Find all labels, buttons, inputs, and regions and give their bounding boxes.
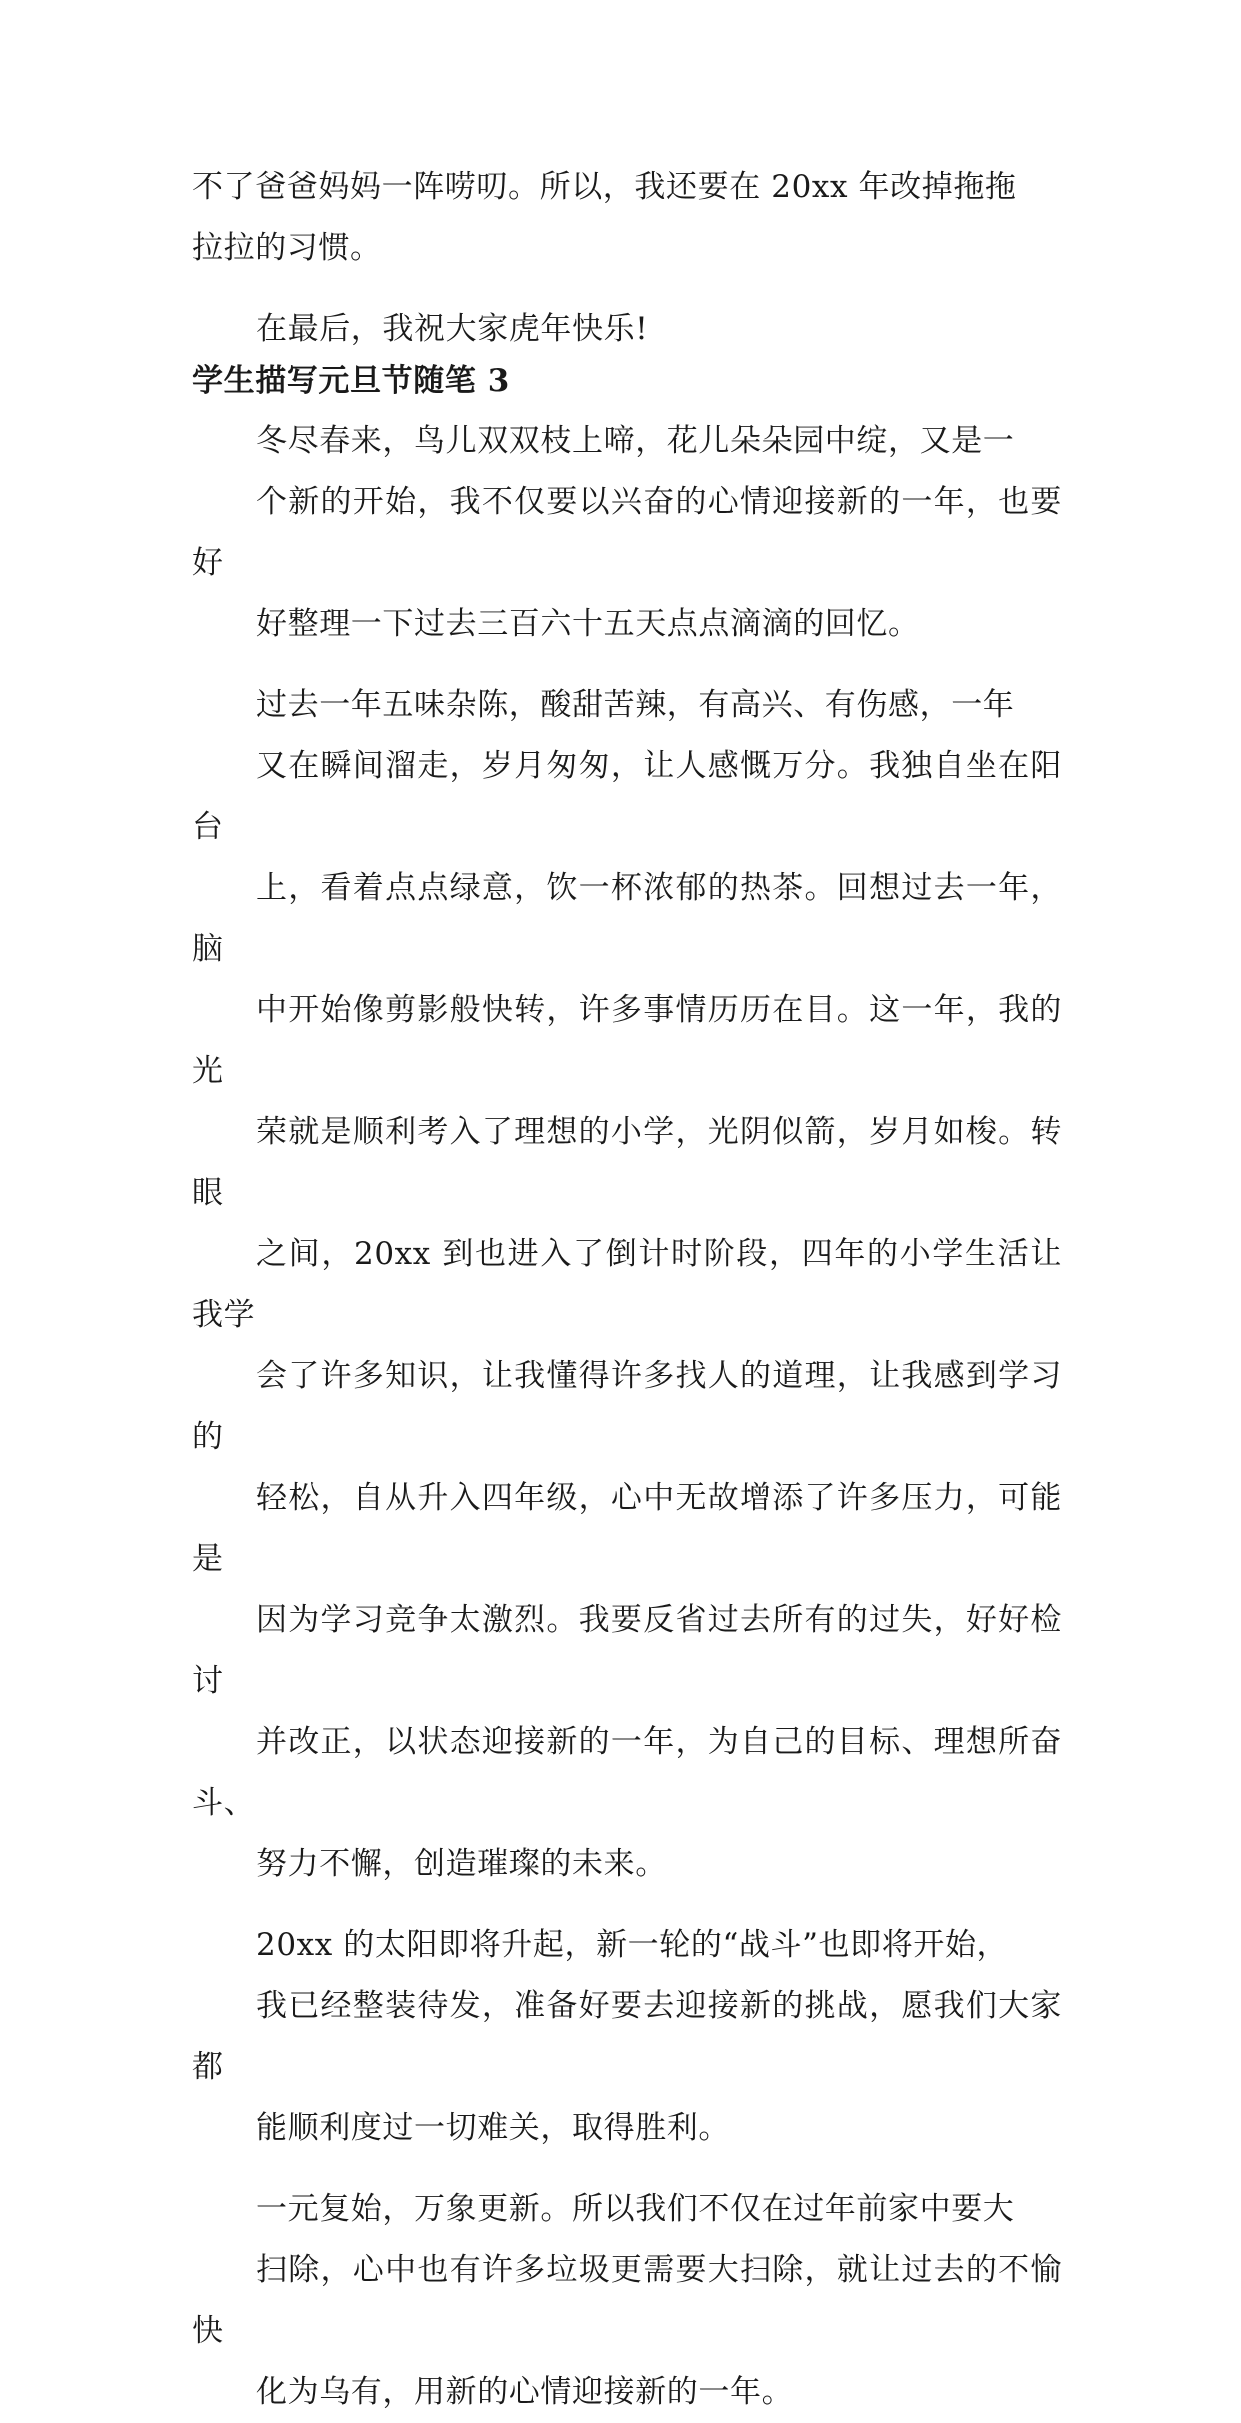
text-line: 拉拉的习惯。 — [192, 230, 382, 266]
text-line: 20xx 的太阳即将升起，新一轮的“战斗”也即将开始， — [256, 1927, 1009, 1963]
text-line: 努力不懈，创造璀璨的未来。 — [256, 1846, 667, 1882]
text-line: 冬尽春来，鸟儿双双枝上啼，花儿朵朵园中绽，又是一 — [256, 423, 1015, 459]
text-line: 荣就是顺利考入了理想的小学，光阴似箭，岁月如梭。转眼 — [192, 1114, 1062, 1211]
text-line: 过去一年五味杂陈，酸甜苦辣，有高兴、有伤感，一年 — [256, 687, 1015, 723]
paragraph-closing-wish — [192, 299, 1062, 360]
text-line: 会了许多知识，让我懂得许多找人的道理，让我感到学习的 — [192, 1358, 1062, 1455]
text-line: 中开始像剪影般快转，许多事情历历在目。这一年，我的光 — [192, 992, 1062, 1089]
paragraph-new-beginning — [192, 411, 1062, 655]
paragraph-new-challenge — [192, 1915, 1062, 2159]
text-line: 不了爸爸妈妈一阵唠叨。所以，我还要在 20xx 年改掉拖拖 — [192, 169, 1017, 205]
text-line: 个新的开始，我不仅要以兴奋的心情迎接新的一年，也要好 — [192, 484, 1062, 581]
document-body — [192, 157, 1062, 2423]
text-line: 一元复始，万象更新。所以我们不仅在过年前家中要大 — [256, 2191, 1015, 2227]
text-line: 在最后，我祝大家虎年快乐! — [256, 311, 649, 347]
text-line: 扫除，心中也有许多垃圾更需要大扫除，就让过去的不愉快 — [192, 2252, 1062, 2349]
section-title: 学生描写元旦节随笔 3 — [192, 363, 510, 399]
text-line: 又在瞬间溜走，岁月匆匆，让人感慨万分。我独自坐在阳台 — [192, 748, 1062, 845]
text-line: 化为乌有，用新的心情迎接新的一年。 — [256, 2374, 794, 2410]
text-line: 轻松，自从升入四年级，心中无故增添了许多压力，可能是 — [192, 1480, 1062, 1577]
paragraph-past-year — [192, 675, 1062, 1895]
text-line: 因为学习竞争太激烈。我要反省过去所有的过失，好好检讨 — [192, 1602, 1062, 1699]
paragraph-continuation — [192, 157, 1062, 279]
text-line: 好整理一下过去三百六十五天点点滴滴的回忆。 — [256, 606, 920, 642]
text-line: 上，看着点点绿意，饮一杯浓郁的热茶。回想过去一年，脑 — [192, 870, 1062, 967]
text-line: 我已经整装待发，准备好要去迎接新的挑战，愿我们大家都 — [192, 1988, 1062, 2085]
text-line: 之间，20xx 到也进入了倒计时阶段，四年的小学生活让我学 — [192, 1236, 1062, 1333]
text-line: 并改正，以状态迎接新的一年，为自己的目标、理想所奋斗、 — [192, 1724, 1062, 1821]
paragraph-renewal — [192, 2179, 1062, 2423]
text-line: 能顺利度过一切难关，取得胜利。 — [256, 2110, 730, 2146]
